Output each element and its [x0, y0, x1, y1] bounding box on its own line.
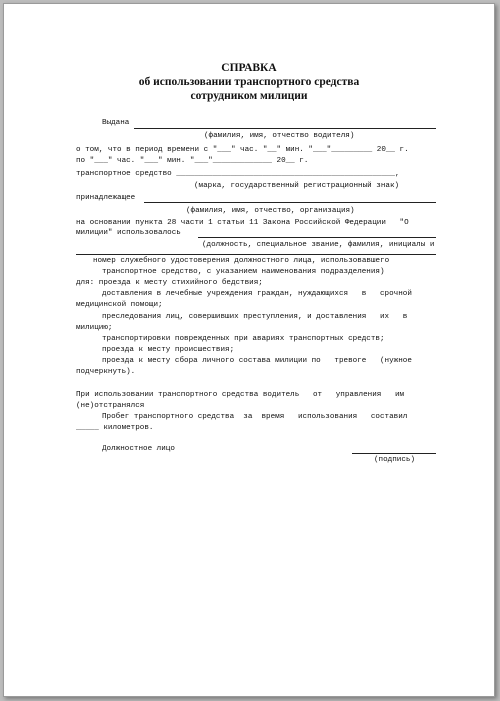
- mileage-line-2: _____ километров.: [76, 424, 154, 432]
- purpose-transport: транспортировки поврежденных при авариях транспортных средств;: [102, 335, 385, 343]
- official-caption-2: транспортное средство, с указанием наименования подразделения): [102, 268, 385, 276]
- driver-line-1: При использовании транспортного средства водитель от управления им: [76, 391, 405, 399]
- purpose-medical-1: доставления в лечебные учреждения граждан, нуждающихся в срочной: [102, 290, 412, 298]
- purpose-pursuit-1: преследования лиц, совершивших преступления, и доставления их в: [102, 313, 408, 321]
- signature-line: [352, 453, 436, 454]
- purpose-pursuit-2: милицию;: [76, 324, 113, 332]
- vehicle-line: транспортное средство ________________________________________________,: [76, 170, 400, 178]
- basis-line-1: на основании пункта 28 части 1 статьи 11 Закона Российской Федерации "О: [76, 219, 409, 227]
- issued-line: [134, 128, 436, 129]
- document-subtitle: об использовании транспортного средства: [138, 76, 360, 88]
- official-line-blank: [76, 254, 436, 255]
- basis-line-2: милиции" использовалось: [76, 229, 181, 237]
- issued-label: Выдана: [102, 119, 130, 127]
- period-from-line: о том, что в период времени с "___" час. "__" мин. "___"_________ 20__ г.: [76, 146, 409, 154]
- basis-line-blank: [198, 237, 436, 238]
- driver-line-2: (не)отстранялся: [76, 402, 145, 410]
- purpose-alarm-1: проезда к месту сбора личного состава милиции по тревоге (нужное: [102, 357, 412, 365]
- signature-caption: (подпись): [374, 456, 416, 464]
- owner-line: [144, 202, 436, 203]
- period-to-line: по "___" час. "___" мин. "___"_____________ 20__ г.: [76, 157, 309, 165]
- caption-owner: (фамилия, имя, отчество, организация): [186, 207, 355, 215]
- purpose-medical-2: медицинской помощи;: [76, 301, 163, 309]
- official-caption-1: номер служебного удостоверения должностного лица, использовавшего: [93, 257, 390, 265]
- belonging-label: принадлежащее: [76, 194, 136, 202]
- document-title: СПРАВКА: [221, 62, 277, 74]
- caption-official: (должность, специальное звание, фамилия, инициалы и: [202, 241, 435, 249]
- purpose-alarm-2: подчеркнуть).: [76, 368, 136, 376]
- purpose-incident: проезда к месту происшествия;: [102, 346, 235, 354]
- caption-vehicle: (марка, государственный регистрационный знак): [194, 182, 400, 190]
- mileage-line-1: Пробег транспортного средства за время использования составил: [102, 413, 408, 421]
- document-page: [3, 3, 495, 697]
- purpose-disaster: для: проезда к месту стихийного бедствия;: [76, 279, 263, 287]
- official-person-label: Должностное лицо: [102, 445, 175, 453]
- caption-driver-name: (фамилия, имя, отчество водителя): [204, 132, 355, 140]
- document-subtitle-2: сотрудником милиции: [190, 90, 308, 102]
